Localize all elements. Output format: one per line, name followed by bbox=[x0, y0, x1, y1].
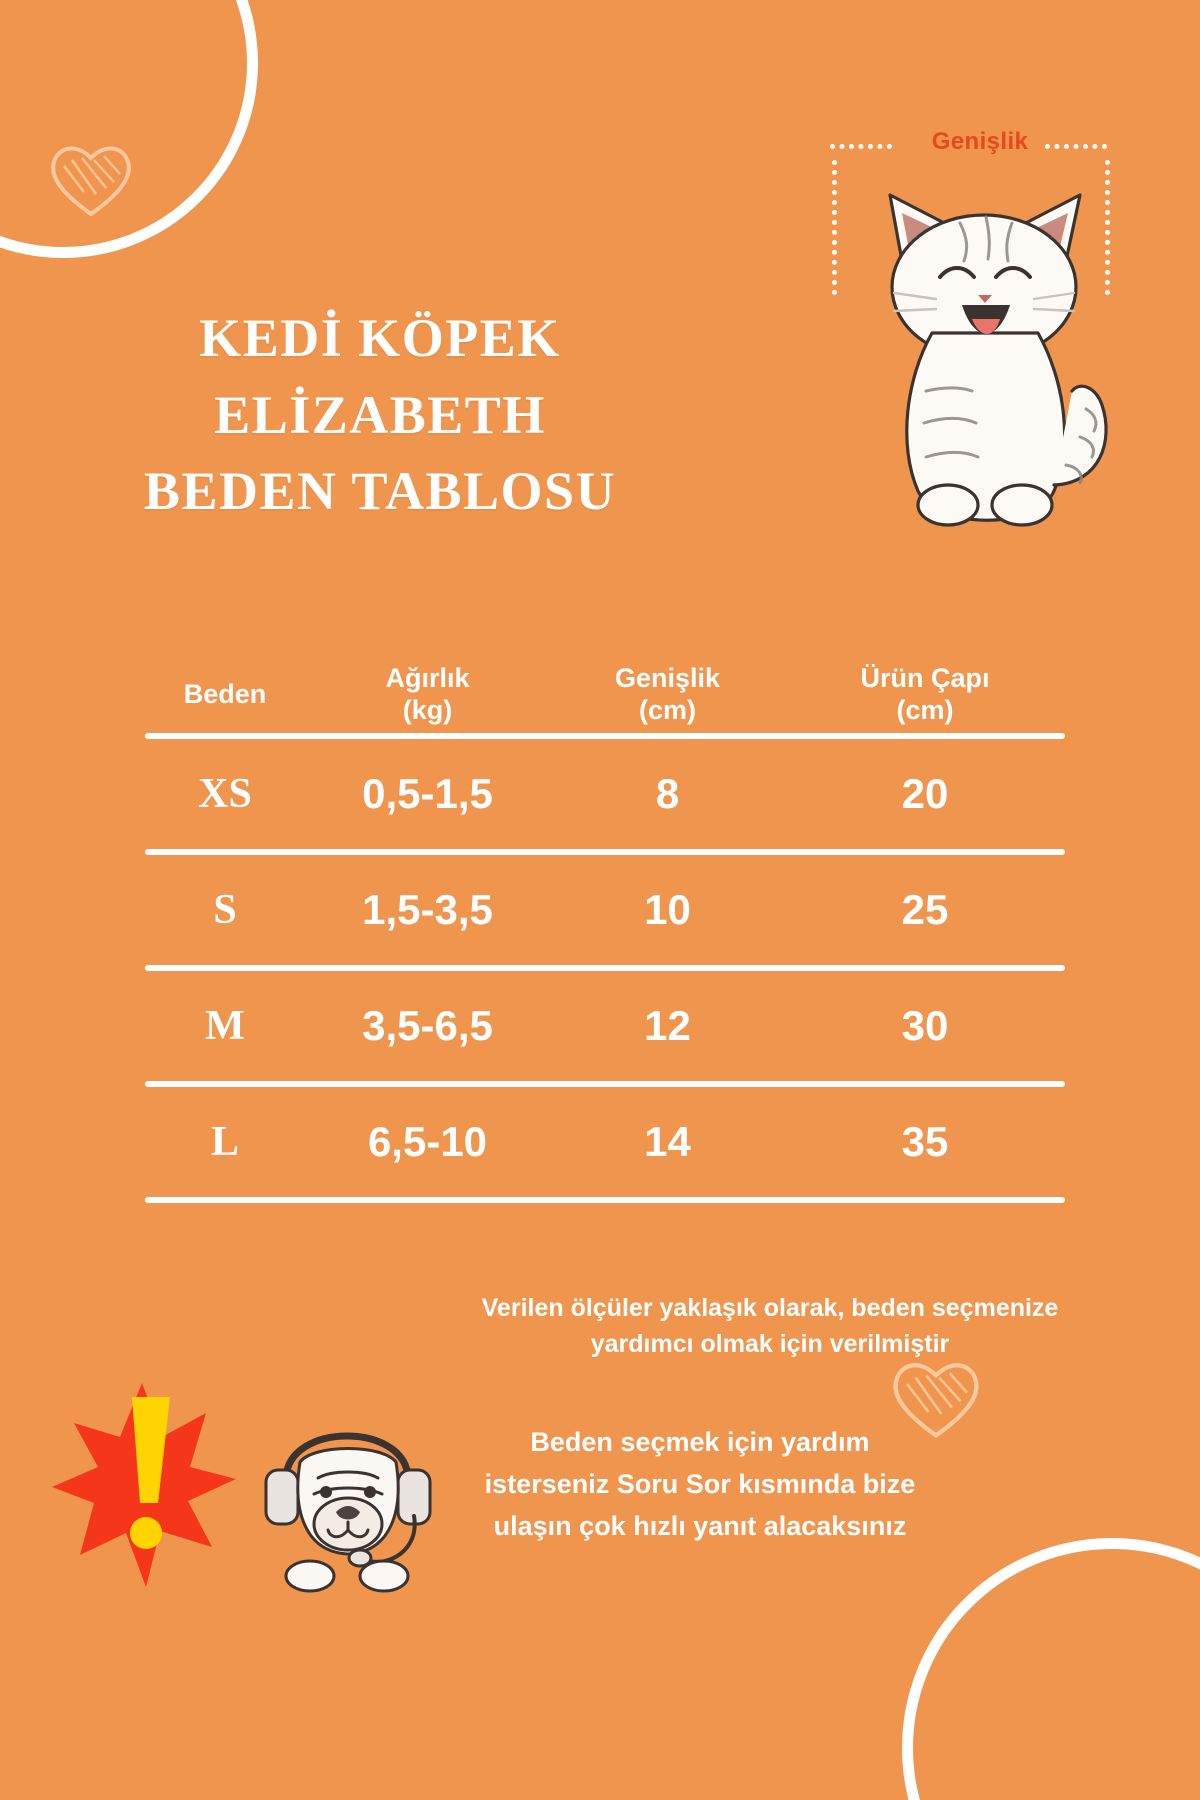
header-capi-line1: Ürün Çapı bbox=[860, 662, 990, 693]
title-line-3: BEDEN TABLOSU bbox=[143, 461, 617, 522]
header-genislik-line1: Genişlik bbox=[614, 662, 721, 693]
cell-urun-capi: 35 bbox=[901, 1118, 949, 1165]
heart-doodle-icon bbox=[48, 140, 134, 218]
cell-agirlik: 0,5-1,5 bbox=[362, 770, 493, 817]
cell-beden: S bbox=[213, 887, 237, 933]
header-beden: Beden bbox=[183, 678, 267, 709]
size-table bbox=[145, 655, 1065, 1203]
cell-beden: M bbox=[205, 1003, 245, 1049]
cell-urun-capi: 25 bbox=[901, 886, 949, 933]
title-line-1: KEDİ KÖPEK bbox=[199, 308, 561, 368]
table-row bbox=[145, 855, 1065, 965]
table-header-row bbox=[145, 655, 1065, 733]
help-text: Beden seçmek için yardım isterseniz Soru Sor kısmında bize ulaşın çok hızlı yanıt alacaksınız bbox=[484, 1427, 916, 1541]
width-guide-left bbox=[832, 160, 837, 295]
cell-agirlik: 1,5-3,5 bbox=[362, 886, 493, 933]
header-agirlik bbox=[305, 662, 550, 727]
title-line-2: ELİZABETH bbox=[214, 384, 546, 445]
header-urun-capi bbox=[785, 662, 1065, 727]
width-dash-left bbox=[830, 144, 892, 149]
cat-illustration-group bbox=[830, 120, 1160, 580]
table-rule bbox=[145, 1197, 1065, 1203]
header-genislik-line2: (cm) bbox=[638, 695, 696, 725]
measurement-note: Verilen ölçüler yaklaşık olarak, beden seçmenize yardımcı olmak için verilmiştir bbox=[481, 1294, 1059, 1359]
table-row bbox=[145, 971, 1065, 1081]
cell-genislik: 14 bbox=[644, 1118, 691, 1165]
table-row bbox=[145, 1087, 1065, 1197]
header-agirlik-line2: (kg) bbox=[402, 695, 453, 725]
cell-genislik: 8 bbox=[655, 770, 680, 817]
header-genislik bbox=[550, 662, 785, 727]
cat-icon bbox=[840, 165, 1130, 565]
header-agirlik-line1: Ağırlık bbox=[385, 662, 470, 693]
cell-urun-capi: 30 bbox=[901, 1002, 949, 1049]
corner-arc-top-left bbox=[0, 0, 258, 258]
corner-arc-bottom-right bbox=[902, 1538, 1200, 1800]
header-capi-line2: (cm) bbox=[896, 695, 954, 725]
cell-beden: XS bbox=[198, 771, 252, 817]
page-title bbox=[0, 300, 760, 530]
cell-genislik: 12 bbox=[644, 1002, 691, 1049]
cell-agirlik: 3,5-6,5 bbox=[362, 1002, 493, 1049]
cell-beden: L bbox=[210, 1119, 239, 1165]
cell-genislik: 10 bbox=[644, 886, 691, 933]
width-dash-right bbox=[1045, 144, 1107, 149]
table-row bbox=[145, 739, 1065, 849]
dog-with-headset-icon bbox=[248, 1400, 448, 1600]
exclamation-burst-icon bbox=[50, 1375, 240, 1595]
cell-urun-capi: 20 bbox=[901, 770, 949, 817]
cell-agirlik: 6,5-10 bbox=[367, 1118, 488, 1165]
width-marker-label: Genişlik bbox=[931, 128, 1029, 155]
